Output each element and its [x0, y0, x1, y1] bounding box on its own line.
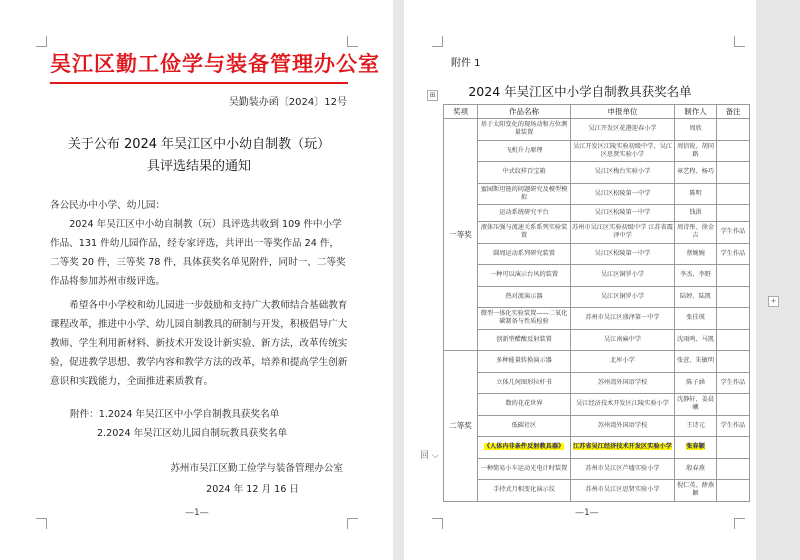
margin-mark [734, 518, 745, 529]
cell-note [717, 119, 750, 141]
red-divider-line [50, 82, 348, 84]
document-page-left [0, 0, 393, 560]
margin-mark [36, 518, 47, 529]
cell-name: 飞机升力原理 [478, 140, 571, 162]
cell-maker: 蔡婉婉 [675, 243, 717, 265]
cell-maker: 张佳瑛 [675, 308, 717, 330]
annex-page-number: —1— [575, 508, 599, 518]
table-row [444, 308, 750, 330]
table-row [444, 183, 750, 205]
cell-name: 蜜园斯坦链的问题研究及模型模拟 [478, 183, 571, 205]
table-row [444, 243, 750, 265]
margin-mark [432, 36, 443, 47]
cell-name: 多种能量转换演示器 [478, 351, 571, 373]
issuing-office-header: 吴江区勤工俭学与装备管理办公室 [50, 52, 380, 76]
cell-unit-highlighted: 江苏省吴江经济技术开发区实验小学 [573, 443, 672, 451]
cell-unit: 苏州市吴江区芦墟实验小学 [571, 458, 675, 480]
page-number: —1— [185, 508, 209, 518]
table-row [444, 119, 750, 141]
award-first-prize: 一等奖 [444, 119, 478, 351]
table-row [444, 286, 750, 308]
document-number: 吴勤装办函〔2024〕12号 [228, 97, 347, 108]
cell-note [717, 183, 750, 205]
header-maker: 制作人 [675, 105, 717, 119]
margin-mark [432, 518, 443, 529]
cell-name: 一种简易小车运动光电计时装置 [478, 458, 571, 480]
cell-unit: 吴江南麻中学 [571, 329, 675, 351]
cell-unit: 苏州市吴江区盛泽第一中学 [571, 308, 675, 330]
add-column-plus-icon[interactable]: + [768, 296, 779, 307]
cell-name: 中式纹样百宝箱 [478, 162, 571, 184]
table-row [444, 480, 750, 502]
paragraph-1: 2024 年吴江区中小幼自制教（玩）具评选共收到 109 件中小学作品、131 件幼儿园作品，经专家评选，共评出一等奖作品 24 件，二等奖 20 件，三等奖 78 件，具体获奖名单见附件，同时一、二等奖作品将参加苏州市级评选。 [50, 219, 346, 287]
table-row [444, 205, 750, 222]
document-page-right [404, 0, 756, 560]
cell-name: 微型一体化实验装置——二氧化碳制备与性质检验 [478, 308, 571, 330]
cell-name: 低碳社区 [478, 415, 571, 437]
cell-maker: 李杰、李野 [675, 265, 717, 287]
attachment-1: 附件：1.2024 年吴江区中小学自制教具获奖名单 [70, 409, 280, 420]
cell-note [717, 286, 750, 308]
cell-unit: 苏州湾外国语学校 [571, 372, 675, 394]
table-row [444, 372, 750, 394]
annex-title: 2024 年吴江区中小学自制教具获奖名单 [468, 84, 692, 99]
cell-name-highlighted: 《人体内非条件反射教具器》 [483, 443, 565, 451]
cell-maker: 陆婷、陆凯 [675, 286, 717, 308]
cell-maker: 章艺程、杨巧 [675, 162, 717, 184]
cell-maker: 陈子涵 [675, 372, 717, 394]
cell-note: 学生作品 [717, 372, 750, 394]
cell-name: 手持式月相变化演示仪 [478, 480, 571, 502]
cell-maker-highlighted: 张春颖 [686, 443, 705, 451]
cell-note [717, 140, 750, 162]
table-row [444, 222, 750, 244]
cell-unit: 吴江区铜罗小学 [571, 265, 675, 287]
cell-note: 学生作品 [717, 222, 750, 244]
cell-unit: 吴江经济技术开发区江陵实验小学 [571, 394, 675, 416]
margin-mark [36, 36, 47, 47]
attachment-2: 2.2024 年吴江区幼儿园自制玩教具获奖名单 [97, 428, 288, 439]
cell-note: 学生作品 [717, 243, 750, 265]
cell-unit: 吴江区松陵第一中学 [571, 205, 675, 222]
cell-unit: 吴江区松陵第一中学 [571, 243, 675, 265]
cell-note [717, 437, 750, 459]
cell-name: 创新型醋酸反射装置 [478, 329, 571, 351]
header-note: 备注 [717, 105, 750, 119]
cell-maker: 倪仁英、薛燕颖 [675, 480, 717, 502]
cell-note [717, 308, 750, 330]
cell-name: 数的花花世界 [478, 394, 571, 416]
cell-maker: 钱洪 [675, 205, 717, 222]
margin-mark [734, 36, 745, 47]
row-options-icon[interactable]: 回 ⌵ [420, 451, 439, 461]
table-row [444, 415, 750, 437]
salutation: 各公民办中小学、幼儿园： [50, 200, 166, 211]
cell-note [717, 480, 750, 502]
notice-title-line2: 具评选结果的通知 [146, 159, 251, 174]
cell-maker: 周诗彤、徐金吉 [675, 222, 717, 244]
cell-note [717, 458, 750, 480]
paragraph-2: 希望各中小学校和幼儿园进一步鼓励和支持广大教师结合基础教育课程改革，推进中小学、幼儿园自制教具的研制与开发，积极倡导广大教师、学生利用新材料、新技术开发设计新实验、新方法，改革传统实验，促进教学思想、教学内容和教学方法的改革，培养和提高学生创新意识和实践能力，全面推进素质教育。 [50, 300, 348, 387]
annex-label: 附件 1 [451, 58, 481, 69]
table-row [444, 162, 750, 184]
cell-maker: 沈静轩、姜晨曦 [675, 394, 717, 416]
cell-unit: 苏州市吴江区思贤实验小学 [571, 480, 675, 502]
cell-name: 运动系统研究平台 [478, 205, 571, 222]
cell-unit: 吴江开发区花港迎春小学 [571, 119, 675, 141]
cell-name: 圆周运动系列研究装置 [478, 243, 571, 265]
cell-unit: 吴江区松陵第一中学 [571, 183, 675, 205]
table-row [444, 140, 750, 162]
cell-maker: 周欣 [675, 119, 717, 141]
cell-unit: 苏州市吴江区实验初级中学 江苏省震泽中学 [571, 222, 675, 244]
signer: 苏州市吴江区勤工俭学与装备管理办公室 [170, 463, 343, 474]
cell-maker: 张萱、朱敏明 [675, 351, 717, 373]
table-move-handle-icon[interactable]: ⊞ [427, 90, 438, 101]
header-work-name: 作品名称 [478, 105, 571, 119]
cell-note [717, 162, 750, 184]
award-table [443, 104, 750, 502]
cell-name: 一种可以演示台风的装置 [478, 265, 571, 287]
cell-note [717, 205, 750, 222]
cell-name: 基于太阳变化的现场动和方位测量装置 [478, 119, 571, 141]
notice-body [50, 196, 348, 443]
header-unit: 申报单位 [571, 105, 675, 119]
margin-mark [347, 36, 358, 47]
cell-maker: 沈雨鸣、马凯 [675, 329, 717, 351]
cell-unit: 吴江开发区江陵实验初级中学，吴江区思贤实验小学 [571, 140, 675, 162]
cell-unit: 吴江区铜罗小学 [571, 286, 675, 308]
cell-unit: 苏州湾外国语学校 [571, 415, 675, 437]
issue-date: 2024 年 12 月 16 日 [206, 484, 299, 495]
cell-maker: 陈明 [675, 183, 717, 205]
cell-maker: 王诗元 [675, 415, 717, 437]
margin-mark [347, 518, 358, 529]
cell-unit: 吴江区梅台实验小学 [571, 162, 675, 184]
cell-note [717, 329, 750, 351]
header-award: 奖项 [444, 105, 478, 119]
cell-note: 学生作品 [717, 415, 750, 437]
notice-title [50, 134, 348, 178]
signature-block [170, 458, 343, 500]
table-row [444, 458, 750, 480]
cell-name: 热对流演示器 [478, 286, 571, 308]
cell-maker: 周信锐、胡同路 [675, 140, 717, 162]
cell-name: 立体几何图形拉杆书 [478, 372, 571, 394]
cell-name: 液体压强与流速关系系列实验装置 [478, 222, 571, 244]
table-row [444, 265, 750, 287]
cell-note [717, 394, 750, 416]
award-second-prize: 二等奖 [444, 351, 478, 502]
cell-note [717, 351, 750, 373]
table-header-row [444, 105, 750, 119]
table-row [444, 394, 750, 416]
table-row [444, 351, 750, 373]
table-row-highlighted [444, 437, 750, 459]
cell-unit: 北厍小学 [571, 351, 675, 373]
cell-maker: 殷春燕 [675, 458, 717, 480]
table-row [444, 329, 750, 351]
notice-title-line1: 关于公布 2024 年吴江区中小幼自制教（玩） [67, 137, 331, 152]
cell-note [717, 265, 750, 287]
